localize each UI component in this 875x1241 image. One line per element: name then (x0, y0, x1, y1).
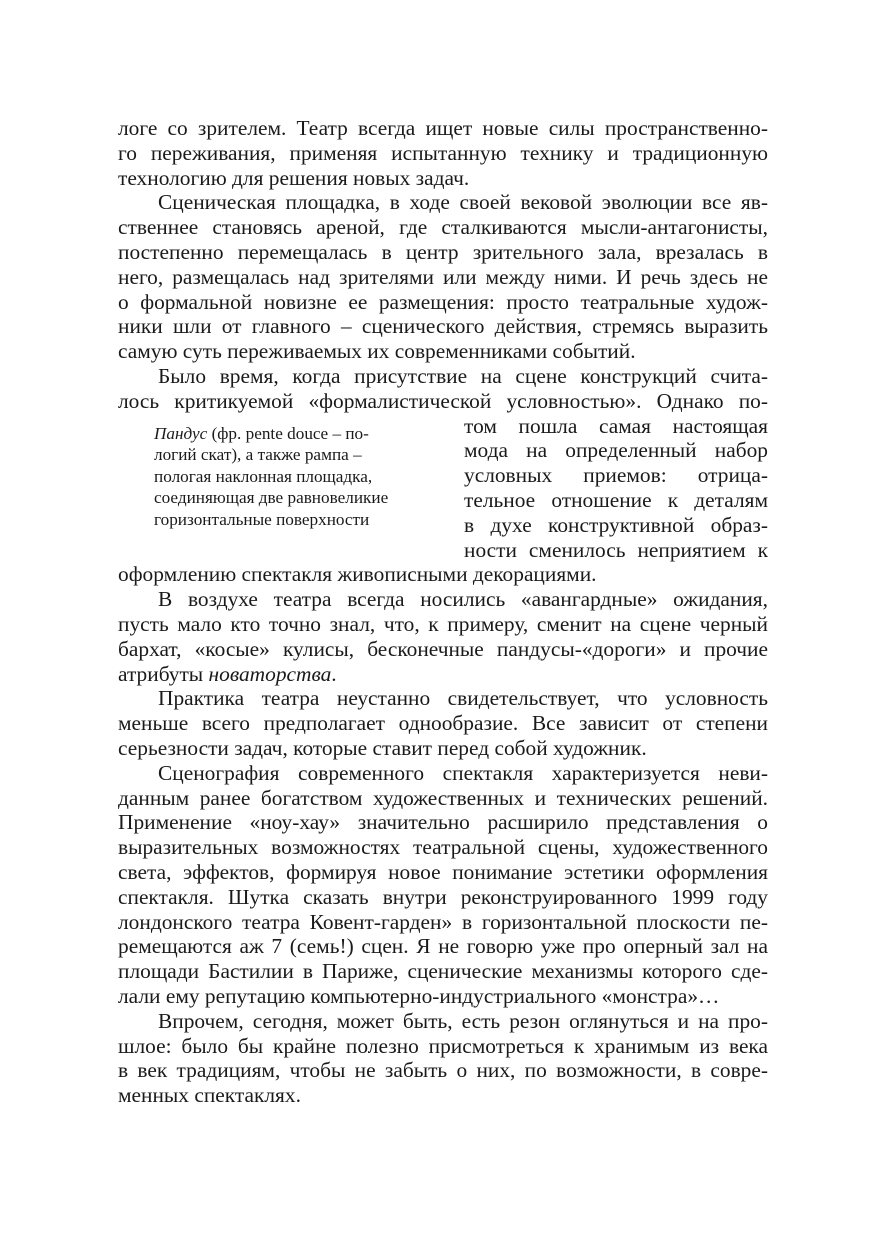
side-note-line: соединяющая две равновеликие (154, 488, 389, 508)
text-line (118, 662, 768, 687)
page-body (118, 116, 768, 1108)
text-line: в век традициям, чтобы не забыть о них, по возможности, в совре- (118, 1058, 768, 1083)
text-line: ремещаются аж 7 (семь!) сцен. Я не говорю уже про оперный зал на (118, 934, 768, 959)
paragraph-1 (118, 116, 768, 190)
text-line: о формальной новизне ее размещения: просто театральные худож- (118, 289, 768, 314)
text-line: него, размещалась над зрителями или между ними. И речь здесь не (118, 264, 768, 289)
text-line: условных приемов: отрица- (464, 463, 768, 488)
paragraph-5 (118, 686, 768, 760)
text-line: света, эффектов, формируя новое понимание эстетики оформления (118, 859, 768, 884)
text-line: ники шли от главного – сценического действия, стремясь выразить (118, 314, 768, 339)
text-line: Сценография современного спектакля характеризуется неви- (158, 760, 768, 785)
text-line: выразительных возможностях театральной сцены, художественного (118, 835, 768, 860)
text-line: Было время, когда присутствие на сцене конструкций счита- (158, 363, 768, 388)
text-line: логе со зрителем. Театр всегда ищет новые силы пространственно- (118, 116, 768, 140)
text-line: серьезности задач, которые ставит перед собой художник. (118, 735, 647, 760)
text-line: том пошла самая настоящая (464, 413, 768, 438)
side-note-line-rest: (фр. pente douce – по- (207, 423, 369, 443)
wrapped-text-column (464, 414, 768, 563)
text-line: тельное отношение к деталям (464, 487, 768, 512)
text-line: мода на определенный набор (464, 438, 768, 463)
text-line: лось критикуемой «формалистической условностью». Однако по- (118, 388, 768, 413)
text-line: Впрочем, сегодня, может быть, есть резон оглянуться и на про- (158, 1008, 768, 1033)
text-line: данным ранее богатством художественных и технических решений. (118, 785, 768, 810)
text-line: площади Бастилии в Париже, сценические механизмы которого сде- (118, 959, 768, 984)
text-line: лондонского театра Ковент-гарден» в горизонтальной плоскости пе- (118, 909, 768, 934)
paragraph-4 (118, 587, 768, 686)
paragraph-7 (118, 1009, 768, 1108)
text-line: в духе конструктивной образ- (464, 512, 768, 537)
text-line: постепенно перемещалась в центр зрительного зала, врезалась в (118, 239, 768, 264)
text-line: оформлению спектакля живописными декорациями. (118, 562, 597, 587)
paragraph-6 (118, 761, 768, 1009)
side-note-definition (154, 423, 430, 531)
text-line: бархат, «косые» кулисы, бесконечные пандусы-«дороги» и прочие (118, 636, 768, 661)
text-line: лали ему репутацию компьютерно-индустриального «монстра»… (118, 983, 720, 1008)
italic-term: новаторства (208, 661, 332, 686)
text-line: Сценическая площадка, в ходе своей вековой эволюции все яв- (158, 190, 768, 215)
text-line: пусть мало кто точно знал, что, к примеру, сменит на сцене черный (118, 611, 768, 636)
side-note-line (154, 423, 430, 445)
side-note-term: Пандус (154, 423, 208, 443)
text-line: спектакля. Шутка сказать внутри реконструированного 1999 году (118, 884, 768, 909)
side-note-line: пологая наклонная площадка, (154, 466, 373, 486)
text-line: технологию для решения новых задач. (118, 165, 470, 190)
text-line: самую суть переживаемых их современниками событий. (118, 339, 636, 364)
text-line: ственнее становясь ареной, где сталкиваются мысли-антагонисты, (118, 215, 768, 240)
text-line: шлое: было бы крайне полезно присмотреться к хранимым из века (118, 1033, 768, 1058)
paragraph-2 (118, 190, 768, 364)
text-line: менных спектаклях. (118, 1083, 301, 1108)
text-line: меньше всего предполагает однообразие. Все зависит от степени (118, 711, 768, 736)
paragraph-3 (118, 364, 768, 587)
text-line: Практика театра неустанно свидетельствует, что условность (158, 686, 768, 711)
text-fragment: атрибуты (118, 661, 209, 686)
side-note-line: логий скат), а также рампа – (154, 445, 362, 465)
side-note-line: горизонтальные поверхности (154, 509, 370, 529)
text-line: го переживания, применяя испытанную технику и традиционную (118, 140, 768, 165)
text-fragment: . (331, 661, 337, 686)
wrapped-text-with-note (118, 414, 768, 563)
text-line: Применение «ноу-хау» значительно расширило представления о (118, 810, 768, 835)
text-line: В воздухе театра всегда носились «авангардные» ожидания, (158, 587, 768, 612)
text-line: ности сменилось неприятием к (464, 537, 768, 562)
